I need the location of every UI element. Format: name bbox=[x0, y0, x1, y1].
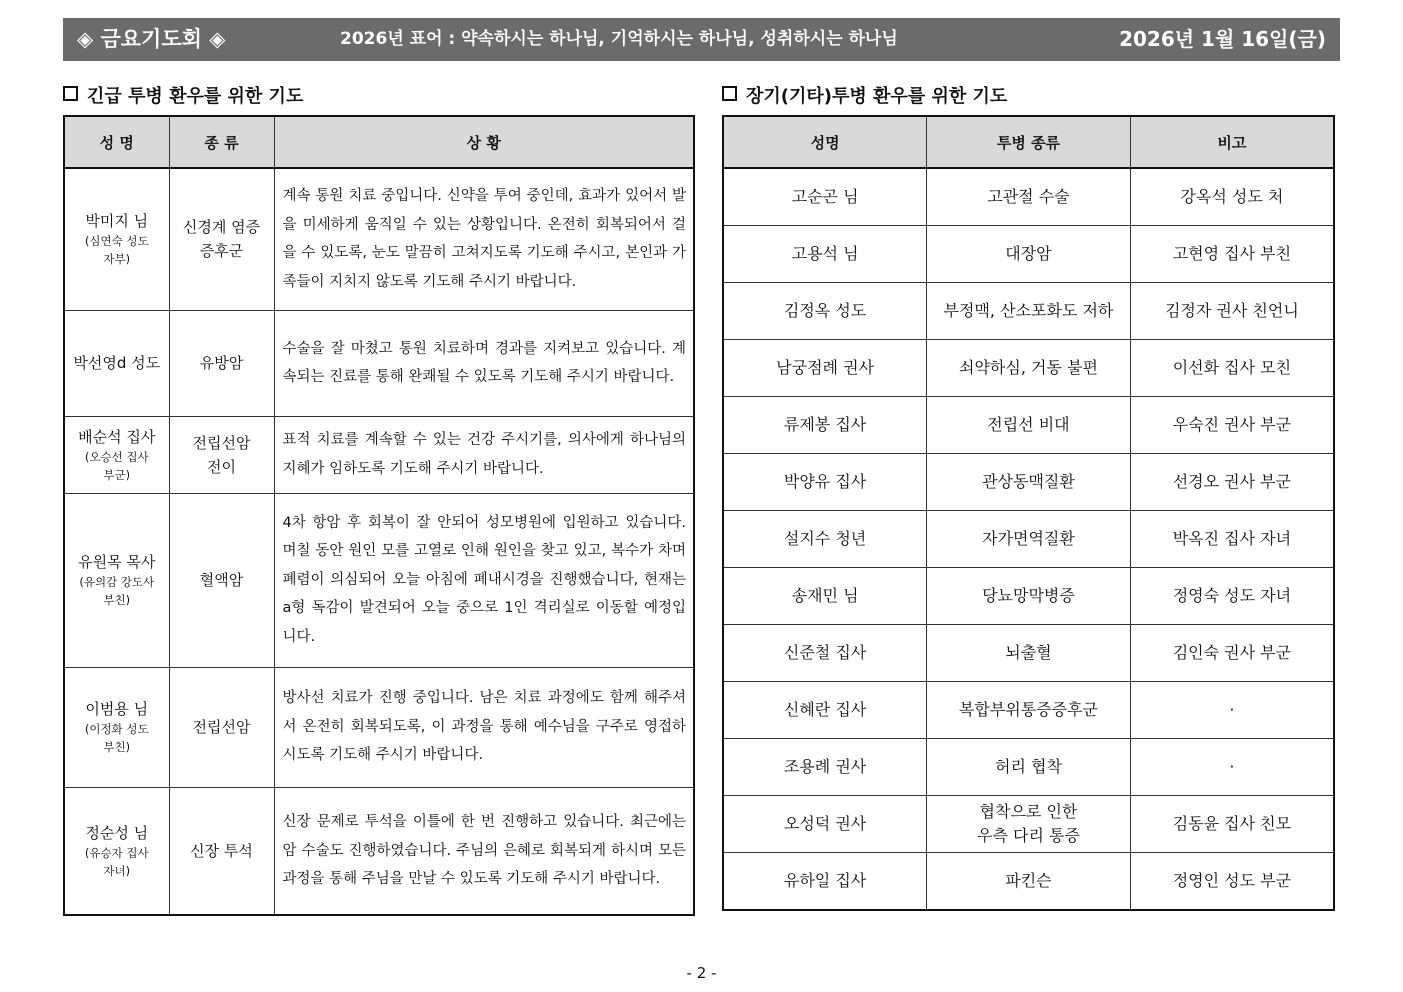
illness-type: 쇠약하심, 거동 불편 bbox=[927, 340, 1131, 397]
relation-note: 강옥석 성도 처 bbox=[1130, 168, 1334, 226]
relation-note: 선경오 권사 부군 bbox=[1130, 454, 1334, 511]
table-row bbox=[723, 511, 1334, 568]
illness-type: 전립선암 bbox=[169, 667, 274, 787]
longterm-section-label: 장기(기타)투병 환우를 위한 기도 bbox=[746, 86, 1008, 107]
table-row bbox=[723, 625, 1334, 682]
relation-note: 김인숙 권사 부군 bbox=[1130, 625, 1334, 682]
patient-name: 신혜란 집사 bbox=[723, 682, 927, 739]
table-row bbox=[64, 416, 694, 493]
situation-text: 신장 문제로 투석을 이틀에 한 번 진행하고 있습니다. 최근에는 암 수술도 진행하였습니다. 주님의 은혜로 회복되게 하시며 모든 과정을 통해 주님을 만날 수 있도록 기도해 주시기 바랍니다. bbox=[274, 787, 694, 915]
longterm-prayer-table bbox=[722, 115, 1335, 911]
illness-type: 전립선암 전이 bbox=[169, 416, 274, 493]
urgent-section-label: 긴급 투병 환우를 위한 기도 bbox=[87, 86, 304, 107]
illness-type: 신경계 염증 증후군 bbox=[169, 168, 274, 310]
patient-name: 김정옥 성도 bbox=[723, 283, 927, 340]
patient-name: 유하일 집사 bbox=[723, 853, 927, 911]
table-row bbox=[64, 667, 694, 787]
table-header-row bbox=[64, 116, 694, 168]
patient-name-cell bbox=[64, 493, 169, 667]
illness-type: 자가면역질환 bbox=[927, 511, 1131, 568]
patient-relation: (심연숙 성도 자부) bbox=[84, 234, 149, 267]
illness-type: 부정맥, 산소포화도 저하 bbox=[927, 283, 1131, 340]
situation-text: 4차 항암 후 회복이 잘 안되어 성모병원에 입원하고 있습니다. 며칠 동안 원인 모를 고열로 인해 원인을 찾고 있고, 복수가 차며 폐렴이 의심되어 오늘 아침에 폐내시경을 진행했습니다, 현재는 a형 독감이 발견되어 오늘 중으로 1인 격리실로 이동할 예정입니다. bbox=[274, 493, 694, 667]
patient-name-cell bbox=[64, 787, 169, 915]
header-bar bbox=[63, 18, 1340, 61]
table-row bbox=[723, 796, 1334, 853]
table-row bbox=[64, 310, 694, 416]
checkbox-icon bbox=[63, 86, 78, 101]
illness-type: 복합부위통증증후군 bbox=[927, 682, 1131, 739]
patient-name: 고용석 님 bbox=[723, 226, 927, 283]
situation-text: 계속 통원 치료 중입니다. 신약을 투여 중인데, 효과가 있어서 발을 미세하게 움직일 수 있는 상황입니다. 온전히 회복되어서 걸을 수 있도록, 눈도 말끔히 고쳐지도록 기도해 주시고, 본인과 가족들이 지치지 않도록 기도해 주시기 바랍니다. bbox=[274, 168, 694, 310]
illness-type: 혈액암 bbox=[169, 493, 274, 667]
relation-note: 박옥진 집사 자녀 bbox=[1130, 511, 1334, 568]
patient-relation: (유의감 강도사 부친) bbox=[79, 575, 155, 607]
patient-name-cell bbox=[64, 310, 169, 416]
table-row bbox=[723, 853, 1334, 911]
urgent-prayer-table bbox=[63, 115, 695, 916]
page-number: - 2 - bbox=[686, 964, 717, 982]
header-illness: 투병 종류 bbox=[927, 116, 1131, 168]
table-row bbox=[723, 226, 1334, 283]
patient-name-cell bbox=[64, 416, 169, 493]
illness-type: 뇌출혈 bbox=[927, 625, 1131, 682]
table-row bbox=[723, 340, 1334, 397]
table-row bbox=[723, 168, 1334, 226]
urgent-section-title bbox=[63, 84, 303, 110]
patient-name: 이범용 님 bbox=[85, 700, 149, 718]
illness-type: 신장 투석 bbox=[169, 787, 274, 915]
patient-relation: (오승선 집사 부군) bbox=[84, 449, 149, 482]
patient-name: 남궁점례 권사 bbox=[723, 340, 927, 397]
illness-type: 관상동맥질환 bbox=[927, 454, 1131, 511]
patient-name: 송재민 님 bbox=[723, 568, 927, 625]
header-kind: 종 류 bbox=[169, 116, 274, 168]
illness-type: 당뇨망막병증 bbox=[927, 568, 1131, 625]
patient-name-cell bbox=[64, 168, 169, 310]
situation-text: 표적 치료를 계속할 수 있는 건강 주시기를, 의사에게 하나님의 지혜가 임하도록 기도해 주시기 바랍니다. bbox=[274, 416, 694, 493]
patient-name: 설지수 청년 bbox=[723, 511, 927, 568]
illness-type: 허리 협착 bbox=[927, 739, 1131, 796]
header-name: 성명 bbox=[723, 116, 927, 168]
relation-note: 고현영 집사 부친 bbox=[1130, 226, 1334, 283]
table-row bbox=[723, 397, 1334, 454]
relation-note: 김동윤 집사 친모 bbox=[1130, 796, 1334, 853]
patient-name: 배순석 집사 bbox=[78, 427, 156, 446]
situation-text: 방사선 치료가 진행 중입니다. 남은 치료 과정에도 함께 해주셔서 온전히 회복되도록, 이 과정을 통해 예수님을 구주로 영접하시도록 기도해 주시기 바랍니다. bbox=[274, 667, 694, 787]
illness-type: 전립선 비대 bbox=[927, 397, 1131, 454]
table-row bbox=[723, 739, 1334, 796]
situation-text: 수술을 잘 마쳤고 통원 치료하며 경과를 지켜보고 있습니다. 계속되는 진료를 통해 완쾌될 수 있도록 기도해 주시기 바랍니다. bbox=[274, 310, 694, 416]
table-row bbox=[723, 283, 1334, 340]
patient-name-cell bbox=[64, 667, 169, 787]
year-motto: 2026년 표어 : 약속하시는 하나님, 기억하시는 하나님, 성취하시는 하나님 bbox=[340, 29, 898, 49]
page-title: ◈ 금요기도회 ◈ bbox=[77, 27, 226, 51]
header-note: 비고 bbox=[1130, 116, 1334, 168]
relation-note: 김정자 권사 친언니 bbox=[1130, 283, 1334, 340]
patient-name: 박미지 님 bbox=[85, 212, 149, 231]
table-row bbox=[723, 568, 1334, 625]
patient-relation: (유승자 집사 자녀) bbox=[84, 845, 149, 878]
header-situation: 상 황 bbox=[274, 116, 694, 168]
relation-note: 이선화 집사 모친 bbox=[1130, 340, 1334, 397]
relation-note: 정영인 성도 부군 bbox=[1130, 853, 1334, 911]
patient-name: 오성덕 권사 bbox=[723, 796, 927, 853]
relation-note: · bbox=[1130, 739, 1334, 796]
relation-note: · bbox=[1130, 682, 1334, 739]
relation-note: 정영숙 성도 자녀 bbox=[1130, 568, 1334, 625]
table-row bbox=[64, 787, 694, 915]
illness-type: 파킨슨 bbox=[927, 853, 1131, 911]
table-row bbox=[64, 493, 694, 667]
table-row bbox=[723, 454, 1334, 511]
illness-type: 대장암 bbox=[927, 226, 1131, 283]
checkbox-icon bbox=[722, 86, 737, 101]
header-name: 성 명 bbox=[64, 116, 169, 168]
longterm-section-title bbox=[722, 84, 1007, 110]
patient-name: 유원목 목사 bbox=[78, 553, 156, 571]
patient-name: 신준철 집사 bbox=[723, 625, 927, 682]
table-row bbox=[723, 682, 1334, 739]
illness-type: 고관절 수술 bbox=[927, 168, 1131, 226]
patient-name: 정순성 님 bbox=[85, 823, 149, 842]
illness-type: 협착으로 인한 우측 다리 통증 bbox=[927, 796, 1131, 853]
patient-relation: (이정화 성도 부친) bbox=[84, 722, 149, 754]
patient-name: 류제봉 집사 bbox=[723, 397, 927, 454]
service-date: 2026년 1월 16일(금) bbox=[1119, 27, 1326, 51]
relation-note: 우숙진 권사 부군 bbox=[1130, 397, 1334, 454]
patient-name: 조용례 권사 bbox=[723, 739, 927, 796]
table-row bbox=[64, 168, 694, 310]
illness-type: 유방암 bbox=[169, 310, 274, 416]
patient-name: 박양유 집사 bbox=[723, 454, 927, 511]
patient-name: 박선영d 성도 bbox=[73, 354, 161, 372]
patient-name: 고순곤 님 bbox=[723, 168, 927, 226]
table-header-row bbox=[723, 116, 1334, 168]
